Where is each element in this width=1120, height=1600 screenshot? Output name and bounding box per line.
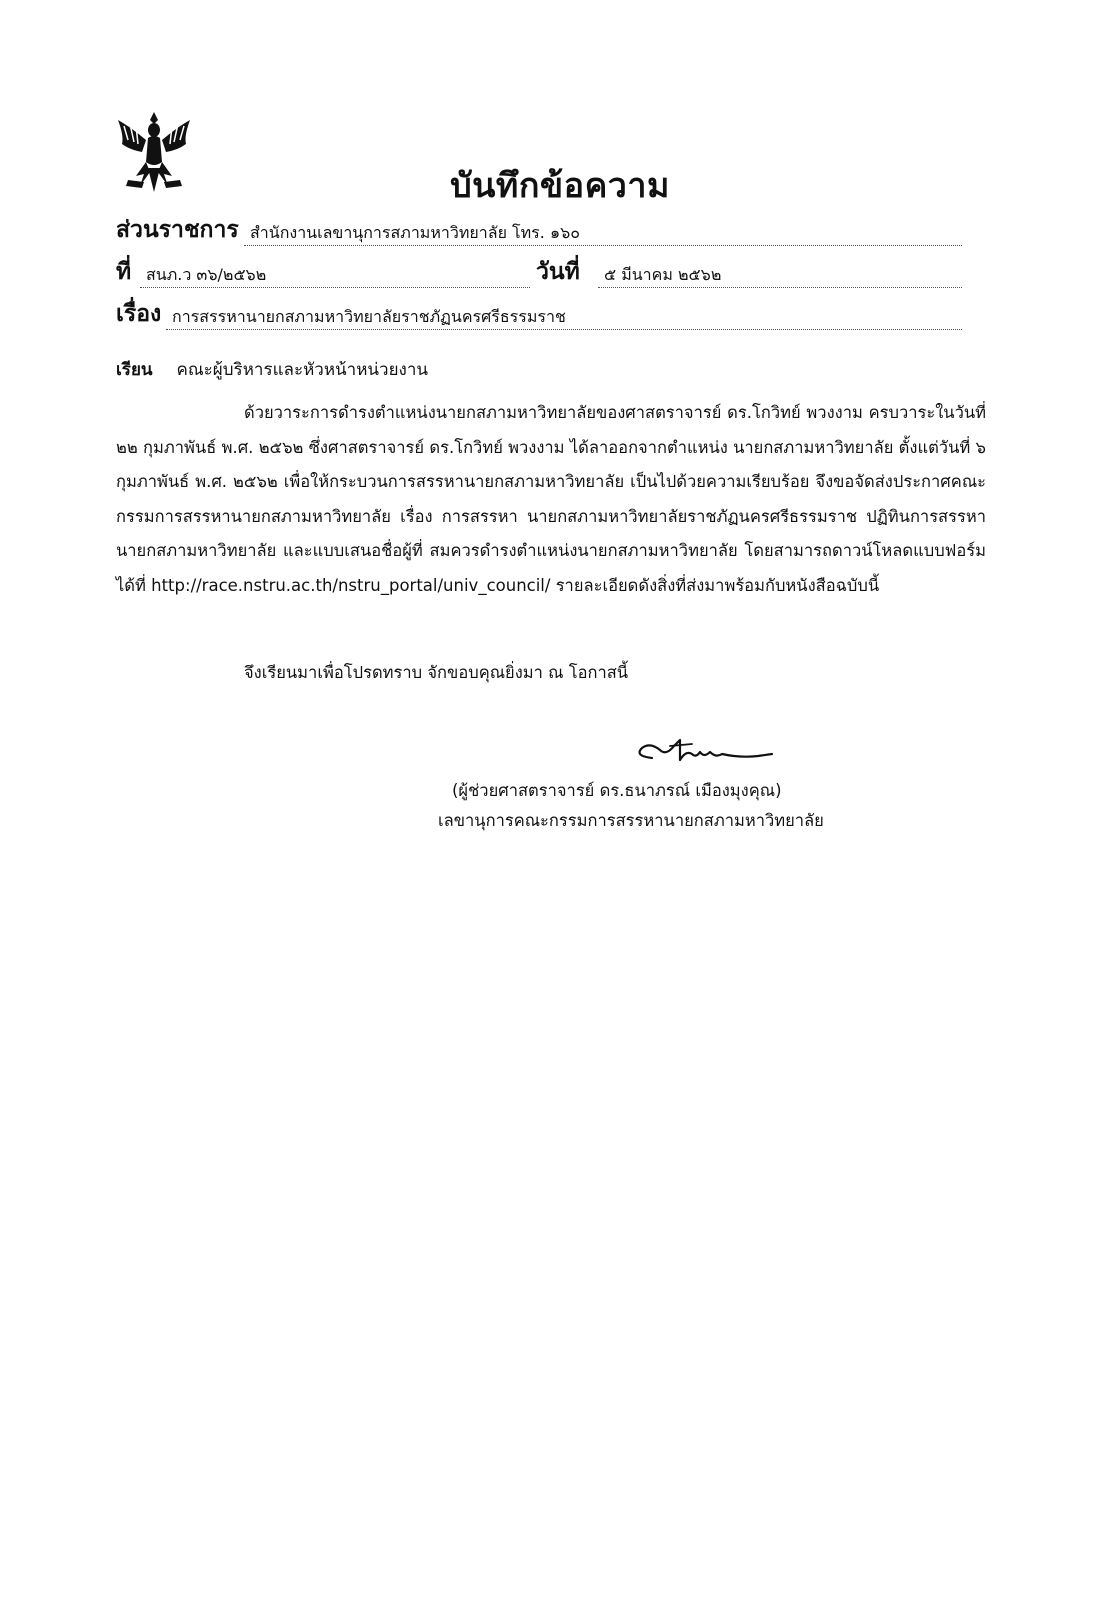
department-value: สำนักงานเลขานุการสภามหาวิทยาลัย โทร. ๑๖๐ [250,223,581,242]
date-value: ๕ มีนาคม ๒๕๖๒ [604,265,722,284]
subject-line [166,305,962,330]
subject-value: การสรรหานายกสภามหาวิทยาลัยราชภัฏนครศรีธรรมราช [172,307,566,326]
body-paragraph: ด้วยวาระการดำรงตำแหน่งนายกสภามหาวิทยาลัยของศาสตราจารย์ ดร.โกวิทย์ พวงงาม ครบวาระในวันที่ ๒๒ กุมภาพันธ์ พ.ศ. ๒๕๖๒ ซึ่งศาสตราจารย์ ดร.โกวิทย์ พวงงาม ได้ลาออกจากตำแหน่ง นายกสภามหาวิทยาลัย ตั้งแต่วันที่ ๖ กุมภาพันธ์ พ.ศ. ๒๕๖๒ เพื่อให้กระบวนการสรรหานายกสภามหาวิทยาลัย เป็นไปด้วยความเรียบร้อย จึงขอจัดส่งประกาศคณะกรรมการสรรหานายกสภามหาวิทยาลัย เรื่อง การสรรหา นายกสภามหาวิทยาลัยราชภัฏนครศรีธรรมราช ปฏิทินการสรรหานายกสภามหาวิทยาลัย และแบบเสนอชื่อผู้ที่ สมควรดำรงตำแหน่งนายกสภามหาวิทยาลัย โดยสามารถดาวน์โหลดแบบฟอร์มได้ที่ http://race.nstru.ac.th/nstru_portal/univ_council/ รายละเอียดดังสิ่งที่ส่งมาพร้อมกับหนังสือฉบับนี้ [116,403,986,595]
closing-line: จึงเรียนมาเพื่อโปรดทราบ จักขอบคุณยิ่งมา ณ โอกาสนี้ [244,663,629,682]
subject-label: เรื่อง [116,301,162,327]
salutation [116,356,428,383]
salutation-recipient: คณะผู้บริหารและหัวหน้าหน่วยงาน [176,360,429,380]
date-label: วันที่ [536,259,580,285]
reference-row [116,256,962,290]
department-line [244,221,962,246]
reference-label: ที่ [116,259,132,285]
department-label: ส่วนราชการ [116,217,239,243]
reference-value: สนภ.ว ๓๖/๒๕๖๒ [146,265,267,284]
date-line [598,263,962,288]
signer-position: เลขานุการคณะกรรมการสรรหานายกสภามหาวิทยาลัย [438,811,824,830]
handwritten-signature [630,728,780,776]
reference-line [140,263,530,288]
department-row [116,214,962,248]
signer-name: (ผู้ช่วยศาสตราจารย์ ดร.ธนาภรณ์ เมืองมุงคุณ) [452,781,782,800]
salutation-label: เรียน [116,360,153,380]
subject-row [116,298,962,332]
document-title: บันทึกข้อความ [450,166,670,206]
